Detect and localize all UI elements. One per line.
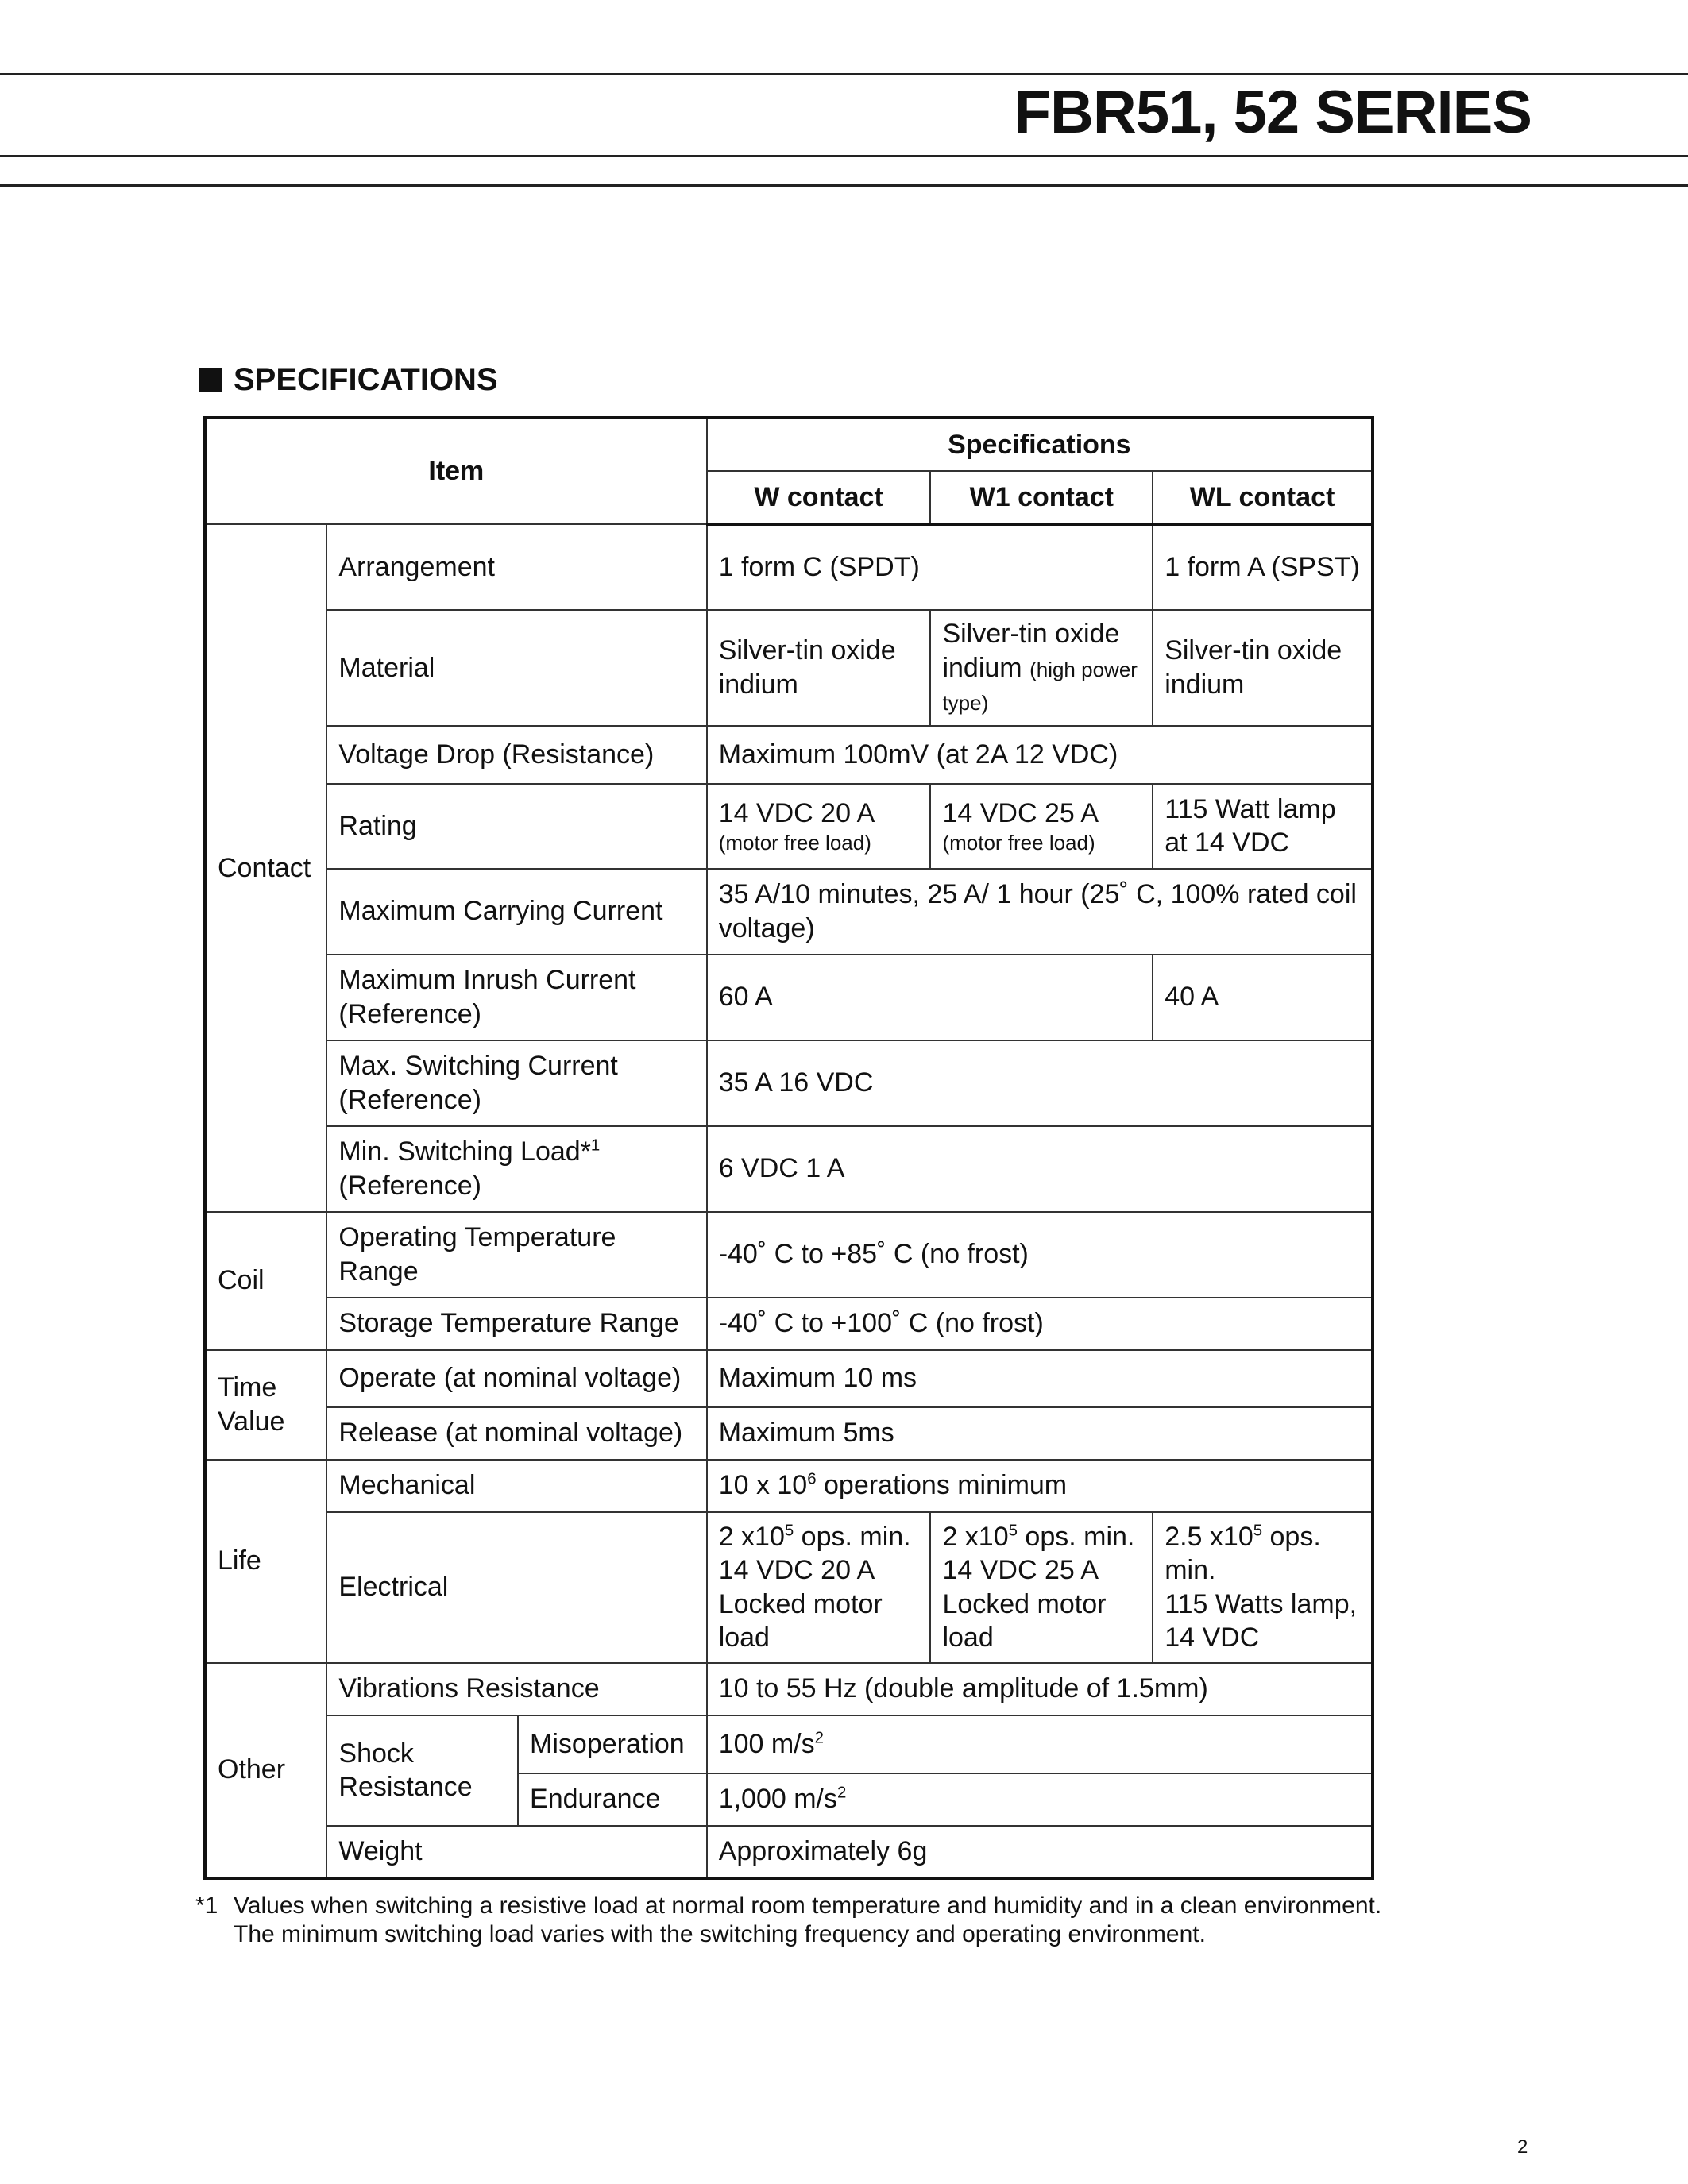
footnote-ref: 1 [590, 1136, 601, 1155]
max-inrush-wl: 40 A [1153, 955, 1373, 1040]
rating-w [707, 784, 931, 869]
voltage-drop-value: Maximum 100mV (at 2A 12 VDC) [707, 726, 1373, 784]
electrical-w1-line3: Locked motor load [942, 1588, 1107, 1653]
rating-w1-note: (motor free load) [942, 831, 1095, 855]
electrical-w-pre: 2 x10 [718, 1521, 785, 1552]
row-label-misoperation: Misoperation [518, 1715, 707, 1773]
arrangement-wl: 1 form A (SPST) [1153, 524, 1373, 610]
material-wl: Silver-tin oxide indium [1153, 610, 1373, 726]
mechanical-value-pre: 10 x 10 [718, 1470, 808, 1501]
row-label-rating: Rating [326, 784, 706, 869]
endurance-value [707, 1773, 1373, 1826]
footnote-line-2: The minimum switching load varies with the switching frequency and operating environment. [234, 1921, 1206, 1947]
rating-w1 [930, 784, 1153, 869]
electrical-w [707, 1512, 931, 1663]
row-label-weight: Weight [326, 1826, 706, 1878]
row-label-min-switching-load [326, 1126, 706, 1212]
table-row [205, 726, 1373, 784]
endurance-value-pre: 1,000 m/s [718, 1784, 837, 1815]
rating-wl: 115 Watt lamp at 14 VDC [1153, 784, 1373, 869]
row-label-electrical: Electrical [326, 1512, 706, 1663]
electrical-w1-pre: 2 x10 [942, 1521, 1009, 1552]
table-row [205, 1126, 1373, 1212]
release-value: Maximum 5ms [707, 1407, 1373, 1460]
footnote [195, 1892, 1381, 1949]
row-label-endurance: Endurance [518, 1773, 707, 1826]
row-label-max-switching-current: Max. Switching Current (Reference) [326, 1040, 706, 1126]
row-label-operating-temperature: Operating Temperature Range [326, 1212, 706, 1298]
group-contact: Contact [205, 524, 326, 1212]
electrical-w-exp: 5 [784, 1522, 794, 1540]
operating-temperature-value: -40˚ C to +85˚ C (no frost) [707, 1212, 1373, 1298]
electrical-w1-line2: 14 VDC 25 A [942, 1555, 1099, 1585]
footnote-line-1: Values when switching a resistive load at normal room temperature and humidity and in a clean environment. [234, 1893, 1382, 1919]
item-header: Item [205, 418, 707, 524]
rating-w1-value: 14 VDC 25 A [942, 797, 1099, 828]
table-row [205, 955, 1373, 1040]
electrical-w1 [930, 1512, 1153, 1663]
row-label-shock-resistance: Shock Resistance [326, 1715, 518, 1826]
table-row [205, 1212, 1373, 1298]
wl-contact-header: WL contact [1153, 471, 1373, 524]
electrical-wl-pre: 2.5 x10 [1165, 1521, 1253, 1552]
misoperation-value-exp: 2 [814, 1729, 824, 1747]
table-row [205, 1350, 1373, 1407]
header-rule-top [0, 73, 1688, 75]
material-w1 [930, 610, 1153, 726]
max-switching-current-value: 35 A 16 VDC [707, 1040, 1373, 1126]
max-inrush-w-w1: 60 A [707, 955, 1153, 1040]
table-row [205, 784, 1373, 869]
arrangement-w-w1: 1 form C (SPDT) [707, 524, 1153, 610]
table-row [205, 1298, 1373, 1350]
table-row [205, 1040, 1373, 1126]
operate-value: Maximum 10 ms [707, 1350, 1373, 1407]
weight-value: Approximately 6g [707, 1826, 1373, 1878]
row-label-mechanical: Mechanical [326, 1460, 706, 1512]
table-row [205, 1826, 1373, 1878]
series-title: FBR51, 52 SERIES [1014, 79, 1532, 146]
row-label-max-inrush-current: Maximum Inrush Current (Reference) [326, 955, 706, 1040]
table-row [205, 524, 1373, 610]
group-other: Other [205, 1663, 326, 1878]
table-row [205, 1715, 1373, 1773]
material-w1-value: Silver-tin oxide indium [942, 619, 1120, 683]
electrical-wl [1153, 1512, 1373, 1663]
electrical-w-line3: Locked motor load [718, 1588, 883, 1653]
row-label-max-carrying-current: Maximum Carrying Current [326, 869, 706, 955]
section-heading-text: SPECIFICATIONS [234, 362, 498, 397]
endurance-value-exp: 2 [837, 1784, 847, 1802]
section-heading [199, 364, 498, 396]
min-switching-load-value: 6 VDC 1 A [707, 1126, 1373, 1212]
square-bullet-icon [199, 368, 222, 392]
w-contact-header: W contact [707, 471, 931, 524]
group-time-value: Time Value [205, 1350, 326, 1460]
rating-w-value: 14 VDC 20 A [718, 797, 875, 828]
row-label-storage-temperature: Storage Temperature Range [326, 1298, 706, 1350]
row-label-vibration: Vibrations Resistance [326, 1663, 706, 1715]
min-switching-label-tail: (Reference) [338, 1170, 481, 1201]
electrical-wl-post: ops. min. [1165, 1521, 1321, 1585]
footnote-marker: *1 [195, 1893, 218, 1919]
row-label-voltage-drop: Voltage Drop (Resistance) [326, 726, 706, 784]
min-switching-label: Min. Switching Load* [338, 1136, 591, 1167]
electrical-w1-exp: 5 [1008, 1522, 1018, 1540]
mechanical-value-exp: 6 [807, 1470, 817, 1488]
material-w1-note: (high power type) [942, 657, 1138, 715]
table-row [205, 1407, 1373, 1460]
page-number: 2 [1517, 2136, 1528, 2158]
row-label-release: Release (at nominal voltage) [326, 1407, 706, 1460]
w1-contact-header: W1 contact [930, 471, 1153, 524]
row-label-operate: Operate (at nominal voltage) [326, 1350, 706, 1407]
header-rule-middle [0, 155, 1688, 157]
specifications-table [203, 416, 1374, 1880]
row-label-arrangement: Arrangement [326, 524, 706, 610]
table-row [205, 1460, 1373, 1512]
electrical-wl-exp: 5 [1253, 1522, 1263, 1540]
misoperation-value-pre: 100 m/s [718, 1728, 815, 1759]
specifications-header: Specifications [707, 418, 1373, 471]
electrical-w1-post: ops. min. [1017, 1521, 1135, 1552]
table-row [205, 1512, 1373, 1663]
storage-temperature-value: -40˚ C to +100˚ C (no frost) [707, 1298, 1373, 1350]
group-life: Life [205, 1460, 326, 1663]
electrical-wl-line2: 115 Watts lamp, 14 VDC [1165, 1588, 1358, 1653]
max-carrying-current-value: 35 A/10 minutes, 25 A/ 1 hour (25˚ C, 100% rated coil voltage) [707, 869, 1373, 955]
material-w: Silver-tin oxide indium [707, 610, 931, 726]
table-row [205, 610, 1373, 726]
vibration-value: 10 to 55 Hz (double amplitude of 1.5mm) [707, 1663, 1373, 1715]
rating-w-note: (motor free load) [718, 831, 871, 855]
header-rule-bottom [0, 184, 1688, 187]
row-label-material: Material [326, 610, 706, 726]
table-row [205, 869, 1373, 955]
electrical-w-line2: 14 VDC 20 A [718, 1555, 875, 1585]
misoperation-value [707, 1715, 1373, 1773]
mechanical-value [707, 1460, 1373, 1512]
mechanical-value-post: operations minimum [816, 1470, 1068, 1501]
electrical-w-post: ops. min. [794, 1521, 911, 1552]
group-coil: Coil [205, 1212, 326, 1350]
table-row [205, 1663, 1373, 1715]
